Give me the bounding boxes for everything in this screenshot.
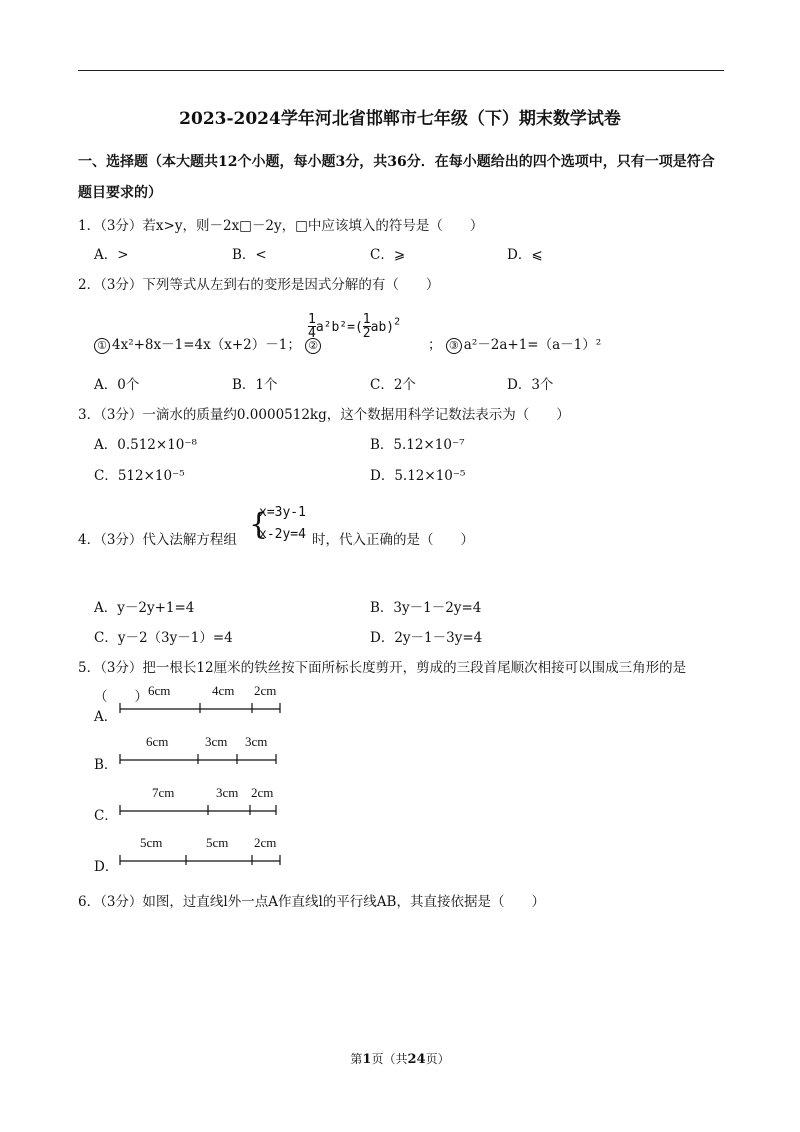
question-5-option-c-label: C． (94, 808, 118, 824)
footer-total-pages: 24 (407, 1052, 426, 1067)
segment-label: 6cm (146, 734, 169, 749)
segment-label: 7cm (152, 785, 175, 800)
segment-label: 2cm (254, 835, 277, 850)
question-1-option-d: D．⩽ (507, 247, 543, 263)
segment-diagram-d (118, 832, 288, 868)
question-4-stem-suffix: 时，代入正确的是（ ） (312, 532, 474, 548)
question-3-option-d: D．5.12×10⁻⁵ (370, 468, 466, 484)
equation-separator: ； (428, 337, 442, 353)
segment-label: 2cm (254, 683, 277, 698)
footer-suffix: 页） (425, 1052, 450, 1066)
question-2-option-a: A．0个 (94, 377, 140, 393)
question-4-stem-prefix: 4．（3分）代入法解方程组 (78, 532, 237, 548)
system-equation-1: x=3y-1 (259, 505, 306, 520)
segment-diagram-a (118, 680, 288, 716)
question-4-option-d: D．2y－1－3y=4 (370, 630, 483, 646)
question-3-stem: 3．（3分）一滴水的质量约0.0000512kg，这个数据用科学记数法表示为（ ） (78, 407, 570, 423)
segment-label: 3cm (245, 734, 268, 749)
question-1-stem: 1．（3分）若x>y，则－2x□－2y，□中应该填入的符号是（ ） (78, 218, 484, 234)
section-heading-line2: 题目要求的） (78, 185, 162, 201)
equation-2-end: ab) (370, 320, 395, 335)
question-5-option-b-label: B． (94, 757, 118, 773)
question-6-stem: 6．（3分）如图，过直线l外一点A作直线l的平行线AB，其直接依据是（ ） (78, 894, 545, 910)
equation-3-marker: ③ (446, 338, 462, 354)
page-title: 2023-2024学年河北省邯郸市七年级（下）期末数学试卷 (179, 109, 621, 129)
question-2-stem: 2．（3分）下列等式从左到右的变形是因式分解的有（ ） (78, 277, 440, 293)
question-2-equations (94, 333, 323, 354)
segment-label: 5cm (206, 835, 229, 850)
equation-1: 4x²+8x－1=4x（x+2）－1； (112, 337, 301, 353)
equation-3: a²－2a+1=（a－1）² (463, 337, 602, 353)
segment-label: 6cm (148, 683, 171, 698)
header-rule (78, 70, 724, 71)
question-1-option-b: B．< (232, 247, 267, 263)
question-5-option-a-label: A． (94, 709, 118, 725)
equation-2-marker: ② (305, 338, 321, 354)
question-3-option-c: C．512×10⁻⁵ (94, 468, 185, 484)
equation-2-exponent: 2 (394, 316, 401, 328)
question-5-option-d-label: D． (94, 859, 119, 875)
fraction-one-quarter: $\frac{1}{4}$ (308, 312, 316, 341)
system-equation-2: x-2y=4 (259, 527, 306, 542)
question-2-option-c: C．2个 (370, 377, 416, 393)
segment-label: 3cm (205, 734, 228, 749)
footer-page-number: 1 (362, 1052, 372, 1067)
question-4-option-c: C．y－2（3y－1）=4 (94, 630, 233, 646)
question-1-option-c: C．⩾ (370, 247, 406, 263)
equation-2 (308, 313, 400, 340)
question-5-stem: 5．（3分）把一根长12厘米的铁丝按下面所标长度剪开，剪成的三段首尾顺次相接可以围成三角形的是 (78, 660, 687, 676)
fraction-one-half: $\frac{1}{2}$ (362, 312, 371, 341)
question-4-option-a: A．y－2y+1=4 (94, 600, 195, 616)
equation-1-marker: ① (94, 338, 110, 354)
question-3-option-a: A．0.512×10⁻⁸ (94, 437, 197, 453)
segment-diagram-b (118, 731, 288, 767)
question-4-option-b: B．3y－1－2y=4 (370, 600, 482, 616)
segment-label: 4cm (212, 683, 235, 698)
equation-3-wrap (428, 333, 601, 354)
question-2-option-b: B．1个 (232, 377, 278, 393)
section-heading-line1: 一、选择题（本大题共12个小题，每小题3分，共36分．在每小题给出的四个选项中，只有一项是符合 (78, 154, 715, 170)
question-1-option-a: A．> (94, 247, 129, 263)
segment-label: 5cm (140, 835, 163, 850)
footer-prefix: 第 (350, 1052, 363, 1066)
segment-diagram-c (118, 782, 288, 818)
equation-2-middle: a²b²=( (315, 320, 363, 335)
segment-label: 3cm (216, 785, 239, 800)
question-3-option-b: B．5.12×10⁻⁷ (370, 437, 465, 453)
brace-icon: { (249, 507, 269, 542)
page-footer (0, 1050, 800, 1067)
question-5-stem-paren: （ ） (94, 689, 148, 705)
footer-middle: 页（共 (371, 1052, 408, 1066)
question-2-option-d: D．3个 (507, 377, 554, 393)
segment-label: 2cm (251, 785, 274, 800)
